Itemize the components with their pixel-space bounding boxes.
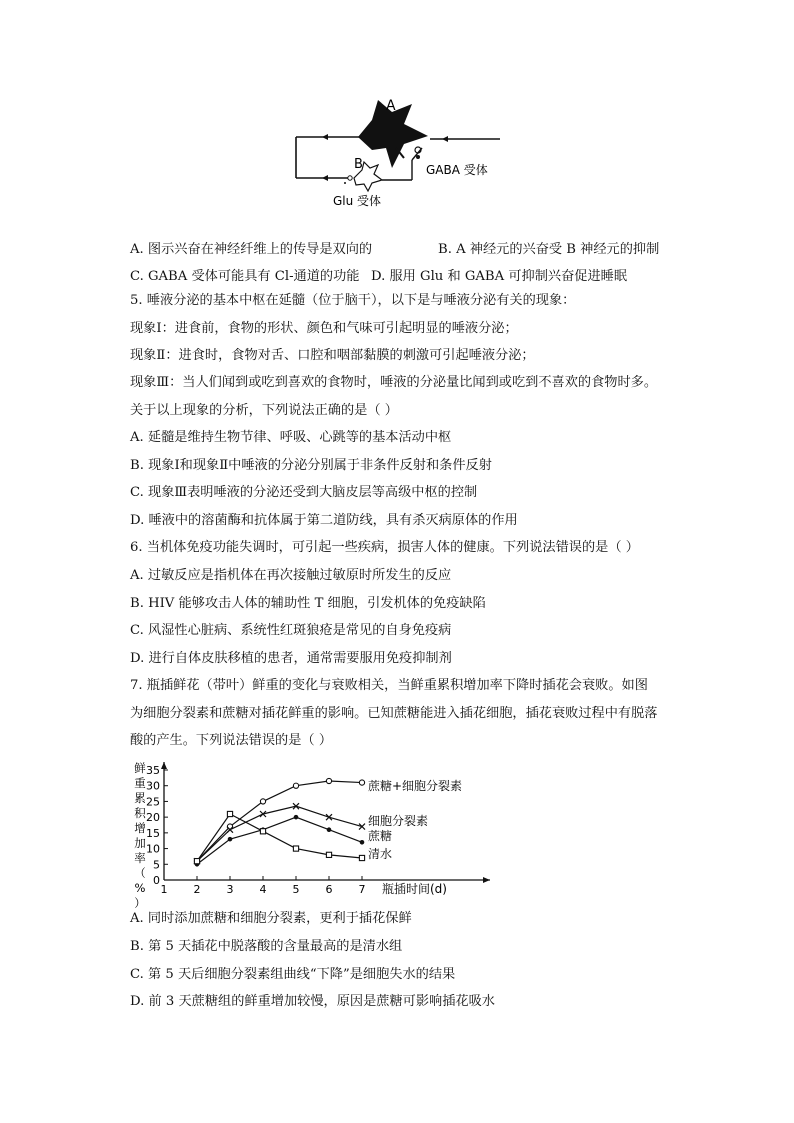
x-tick-label: 2	[193, 883, 201, 896]
y-axis-label-char: （	[134, 866, 146, 880]
y-axis-label-char: 重	[134, 776, 146, 790]
x-tick-label: 6	[325, 883, 333, 896]
y-axis-label-char: 增	[134, 821, 146, 835]
q5-option-b: B. 现象Ⅰ和现象Ⅱ中唾液的分泌分别属于非条件反射和条件反射	[130, 458, 492, 473]
q7-option-c: C. 第 5 天后细胞分裂素组曲线“下降”是细胞失水的结果	[130, 967, 456, 982]
data-point	[293, 846, 298, 851]
q6-option-b: B. HIV 能够攻击人体的辅助性 T 细胞，引发机体的免疫缺陷	[130, 596, 486, 611]
q5-phenomenon-1: 现象Ⅰ：进食前，食物的形状、颜色和气味可引起明显的唾液分泌；	[130, 321, 518, 336]
q7-option-b: B. 第 5 天插花中脱落酸的含量最高的是清水组	[130, 939, 403, 954]
q4-option-c: C. GABA 受体可能具有 Cl-通道的功能	[130, 269, 360, 284]
data-point	[294, 815, 299, 820]
x-tick-label: 5	[292, 883, 300, 896]
y-tick-label: 10	[146, 842, 160, 856]
q7-stem-line-3: 酸的产生。下列说法错误的是（ ）	[130, 733, 333, 748]
data-point	[293, 783, 298, 788]
y-axis-label-char: 鲜	[134, 761, 146, 775]
q5-phenomenon-2: 现象Ⅱ：进食时，食物对舌、口腔和咽部黏膜的刺激可引起唾液分泌；	[130, 348, 535, 363]
label-a: A	[386, 98, 396, 114]
q5-option-d: D. 唾液中的溶菌酶和抗体属于第二道防线，具有杀灭病原体的作用	[130, 513, 518, 528]
glu-receptor-label: Glu 受体	[333, 194, 382, 208]
q4-option-d: D. 服用 Glu 和 GABA 可抑制兴奋促进睡眠	[371, 269, 628, 284]
data-point	[359, 780, 364, 785]
y-axis-label-char: 积	[134, 806, 146, 820]
data-point	[260, 829, 265, 834]
series-line	[197, 806, 362, 861]
q6-option-a: A. 过敏反应是指机体在再次接触过敏原时所发生的反应	[130, 568, 452, 583]
q7-option-a: A. 同时添加蔗糖和细胞分裂素，更利于插花保鲜	[130, 911, 412, 926]
y-axis-label-char: %	[134, 881, 146, 895]
data-point	[360, 840, 365, 845]
y-tick-label: 30	[146, 779, 160, 793]
x-tick-label: 4	[259, 883, 267, 896]
y-tick-label: 15	[146, 826, 160, 840]
data-point	[227, 811, 232, 816]
data-point	[326, 778, 331, 783]
series-label: 细胞分裂素	[368, 814, 429, 828]
q7-stem-line-1: 7. 瓶插鲜花（带叶）鲜重的变化与衰败相关，当鲜重累积增加率下降时插花会衰败。如图	[130, 678, 648, 693]
data-point	[260, 799, 265, 804]
x-tick-label: 1	[160, 883, 168, 896]
fresh-weight-chart	[0, 758, 794, 908]
q5-question: 关于以上现象的分析，下列说法正确的是（ ）	[130, 403, 398, 418]
y-axis-label-char: 加	[134, 836, 146, 850]
y-tick-label: 35	[146, 764, 160, 777]
q5-phenomenon-3: 现象Ⅲ：当人们闻到或吃到喜欢的食物时，唾液的分泌量比闻到或吃到不喜欢的食物时多。	[130, 375, 658, 390]
q4-option-a: A. 图示兴奋在神经纤维上的传导是双向的	[130, 242, 373, 257]
q6-option-d: D. 进行自体皮肤移植的患者，通常需要服用免疫抑制剂	[130, 651, 452, 666]
data-point	[194, 859, 199, 864]
y-axis-label-char: 累	[134, 791, 146, 805]
x-tick-label: 3	[226, 883, 234, 896]
x-axis-label: 瓶插时间(d)	[382, 882, 447, 896]
series-line	[197, 781, 362, 861]
y-axis-label-char: ）	[134, 896, 146, 908]
data-point	[326, 852, 331, 857]
gaba-receptor-label: GABA 受体	[426, 163, 488, 177]
y-axis-arrow	[161, 762, 167, 769]
y-tick-label: 25	[146, 795, 160, 809]
q5-option-a: A. 延髓是维持生物节律、呼吸、心跳等的基本活动中枢	[130, 430, 452, 445]
data-point	[228, 837, 233, 842]
q7-option-d: D. 前 3 天蔗糖组的鲜重增加较慢，原因是蔗糖可影响插花吸水	[130, 994, 495, 1009]
x-tick-label: 7	[358, 883, 366, 896]
x-axis-arrow	[483, 877, 490, 883]
q5-stem: 5. 唾液分泌的基本中枢在延髓（位于脑干），以下是与唾液分泌有关的现象：	[130, 293, 576, 308]
series-line	[197, 817, 362, 864]
q5-option-c: C. 现象Ⅲ表明唾液的分泌还受到大脑皮层等高级中枢的控制	[130, 485, 478, 500]
series-label: 蔗糖	[368, 829, 393, 843]
y-tick-label: 5	[153, 858, 160, 872]
data-point	[327, 827, 332, 832]
y-tick-label: 20	[146, 811, 160, 825]
series-label: 蔗糖+细胞分裂素	[368, 779, 463, 793]
series-label: 清水	[368, 847, 393, 861]
label-b: B	[354, 157, 363, 172]
q6-stem: 6. 当机体免疫功能失调时，可引起一些疾病，损害人体的健康。下列说法错误的是（ ）	[130, 540, 639, 555]
y-tick-label: 0	[153, 874, 160, 887]
data-point	[359, 855, 364, 860]
q7-stem-line-2: 为细胞分裂素和蔗糖对插花鲜重的影响。已知蔗糖能进入插花细胞，插花衰败过程中有脱落	[130, 706, 658, 721]
q4-option-b: B. A 神经元的兴奋受 B 神经元的抑制	[438, 242, 660, 257]
y-axis-label-char: 率	[134, 851, 146, 865]
q6-option-c: C. 风湿性心脏病、系统性红斑狼疮是常见的自身免疫病	[130, 623, 452, 638]
neuron-diagram	[0, 90, 794, 320]
